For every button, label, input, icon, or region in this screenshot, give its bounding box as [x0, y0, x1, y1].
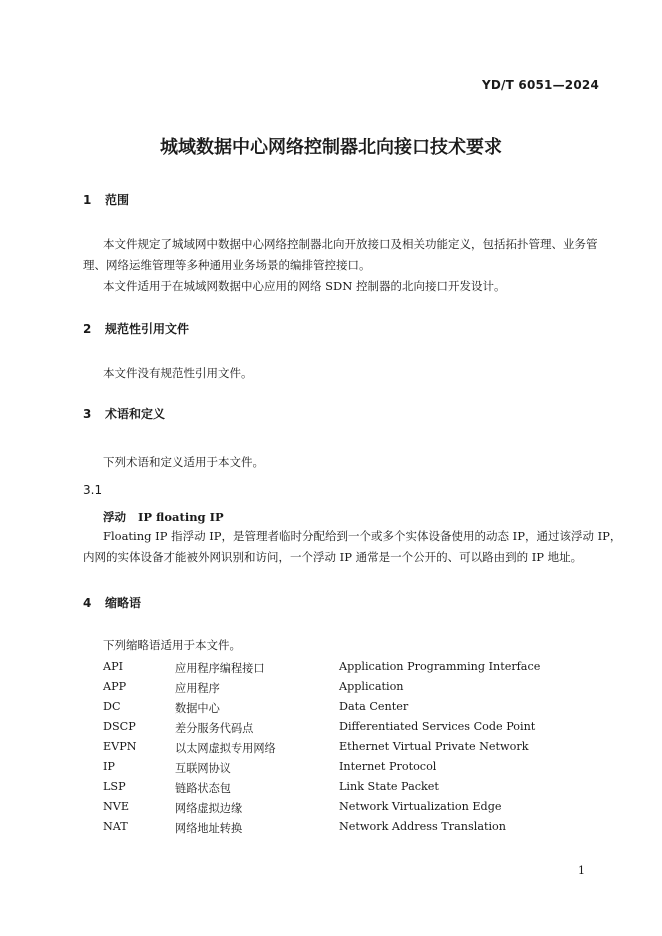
abbreviation-row: [0, 780, 662, 800]
document-title: 城域数据中心网络控制器北向接口技术要求: [160, 137, 502, 158]
section-number: 4: [83, 596, 92, 610]
section-title: 规范性引用文件: [105, 322, 190, 336]
section-3-paragraph-1: 下列术语和定义适用于本文件。: [103, 455, 264, 469]
abbreviation-row: [0, 700, 662, 720]
page-number: 1: [578, 864, 585, 877]
abbreviation-chinese: 应用程序编程接口: [175, 662, 265, 675]
abbreviation-english: Application: [339, 680, 404, 693]
abbreviation-chinese: 链路状态包: [175, 782, 231, 795]
abbreviation-row: [0, 740, 662, 760]
abbreviation-english: Internet Protocol: [339, 760, 437, 773]
section-1-paragraph-1-line-2: 理、网络运维管理等多种通用业务场景的编排管控接口。: [83, 258, 371, 272]
section-title: 范围: [105, 193, 130, 207]
section-title: 缩略语: [105, 596, 142, 610]
section-title: 术语和定义: [105, 407, 166, 421]
standard-code: YD/T 6051—2024: [482, 78, 599, 92]
section-2-heading: [83, 320, 189, 337]
abbreviation-chinese: 互联网协议: [175, 762, 231, 775]
abbreviation-chinese: 网络地址转换: [175, 822, 243, 835]
abbreviation-english: Application Programming Interface: [339, 660, 541, 673]
abbreviation: EVPN: [103, 740, 137, 753]
abbreviation-chinese: 网络虚拟边缘: [175, 802, 243, 815]
section-2-paragraph-1: 本文件没有规范性引用文件。: [103, 366, 253, 380]
abbreviation: DSCP: [103, 720, 136, 733]
subsection-number: 3.1: [83, 483, 103, 497]
section-3-heading: [83, 405, 165, 422]
abbreviation-chinese: 数据中心: [175, 702, 220, 715]
section-1-paragraph-1-line-1: 本文件规定了城域网中数据中心网络控制器北向开放接口及相关功能定义，包括拓扑管理、业务管: [103, 237, 598, 251]
term-definition-line-2: 内网的实体设备才能被外网识别和访问，一个浮动 IP 通常是一个公开的、可以路由到的 IP 地址。: [83, 550, 583, 564]
section-4-paragraph-1: 下列缩略语适用于本文件。: [103, 638, 241, 652]
abbreviation: LSP: [103, 780, 126, 793]
term-entry: [103, 509, 224, 525]
abbreviation: API: [103, 660, 124, 673]
abbreviation-english: Link State Packet: [339, 780, 439, 793]
term-english: IP floating IP: [138, 510, 224, 524]
abbreviation-chinese: 差分服务代码点: [175, 722, 254, 735]
section-number: 1: [83, 193, 92, 207]
abbreviation: APP: [103, 680, 127, 693]
abbreviation: NAT: [103, 820, 128, 833]
section-number: 3: [83, 407, 92, 421]
term-definition-line-1: Floating IP 指浮动 IP，是管理者临时分配给到一个或多个实体设备使用的动态 IP，通过该浮动 IP，: [103, 529, 622, 543]
abbreviation-english: Data Center: [339, 700, 409, 713]
abbreviation-chinese: 应用程序: [175, 682, 220, 695]
abbreviation-row: [0, 820, 662, 840]
abbreviation-row: [0, 680, 662, 700]
term-chinese: 浮动: [103, 510, 126, 524]
abbreviation-row: [0, 660, 662, 680]
abbreviation-row: [0, 800, 662, 820]
section-1-paragraph-2: 本文件适用于在城域网数据中心应用的网络 SDN 控制器的北向接口开发设计。: [103, 279, 506, 293]
abbreviation: DC: [103, 700, 121, 713]
abbreviation-chinese: 以太网虚拟专用网络: [175, 742, 276, 755]
section-1-heading: [83, 191, 129, 208]
abbreviation-row: [0, 760, 662, 780]
abbreviation: IP: [103, 760, 115, 773]
abbreviation-english: Network Virtualization Edge: [339, 800, 502, 813]
abbreviation: NVE: [103, 800, 130, 813]
section-4-heading: [83, 594, 141, 611]
abbreviation-english: Ethernet Virtual Private Network: [339, 740, 529, 753]
abbreviation-english: Network Address Translation: [339, 820, 506, 833]
abbreviation-english: Differentiated Services Code Point: [339, 720, 536, 733]
abbreviation-row: [0, 720, 662, 740]
section-number: 2: [83, 322, 92, 336]
